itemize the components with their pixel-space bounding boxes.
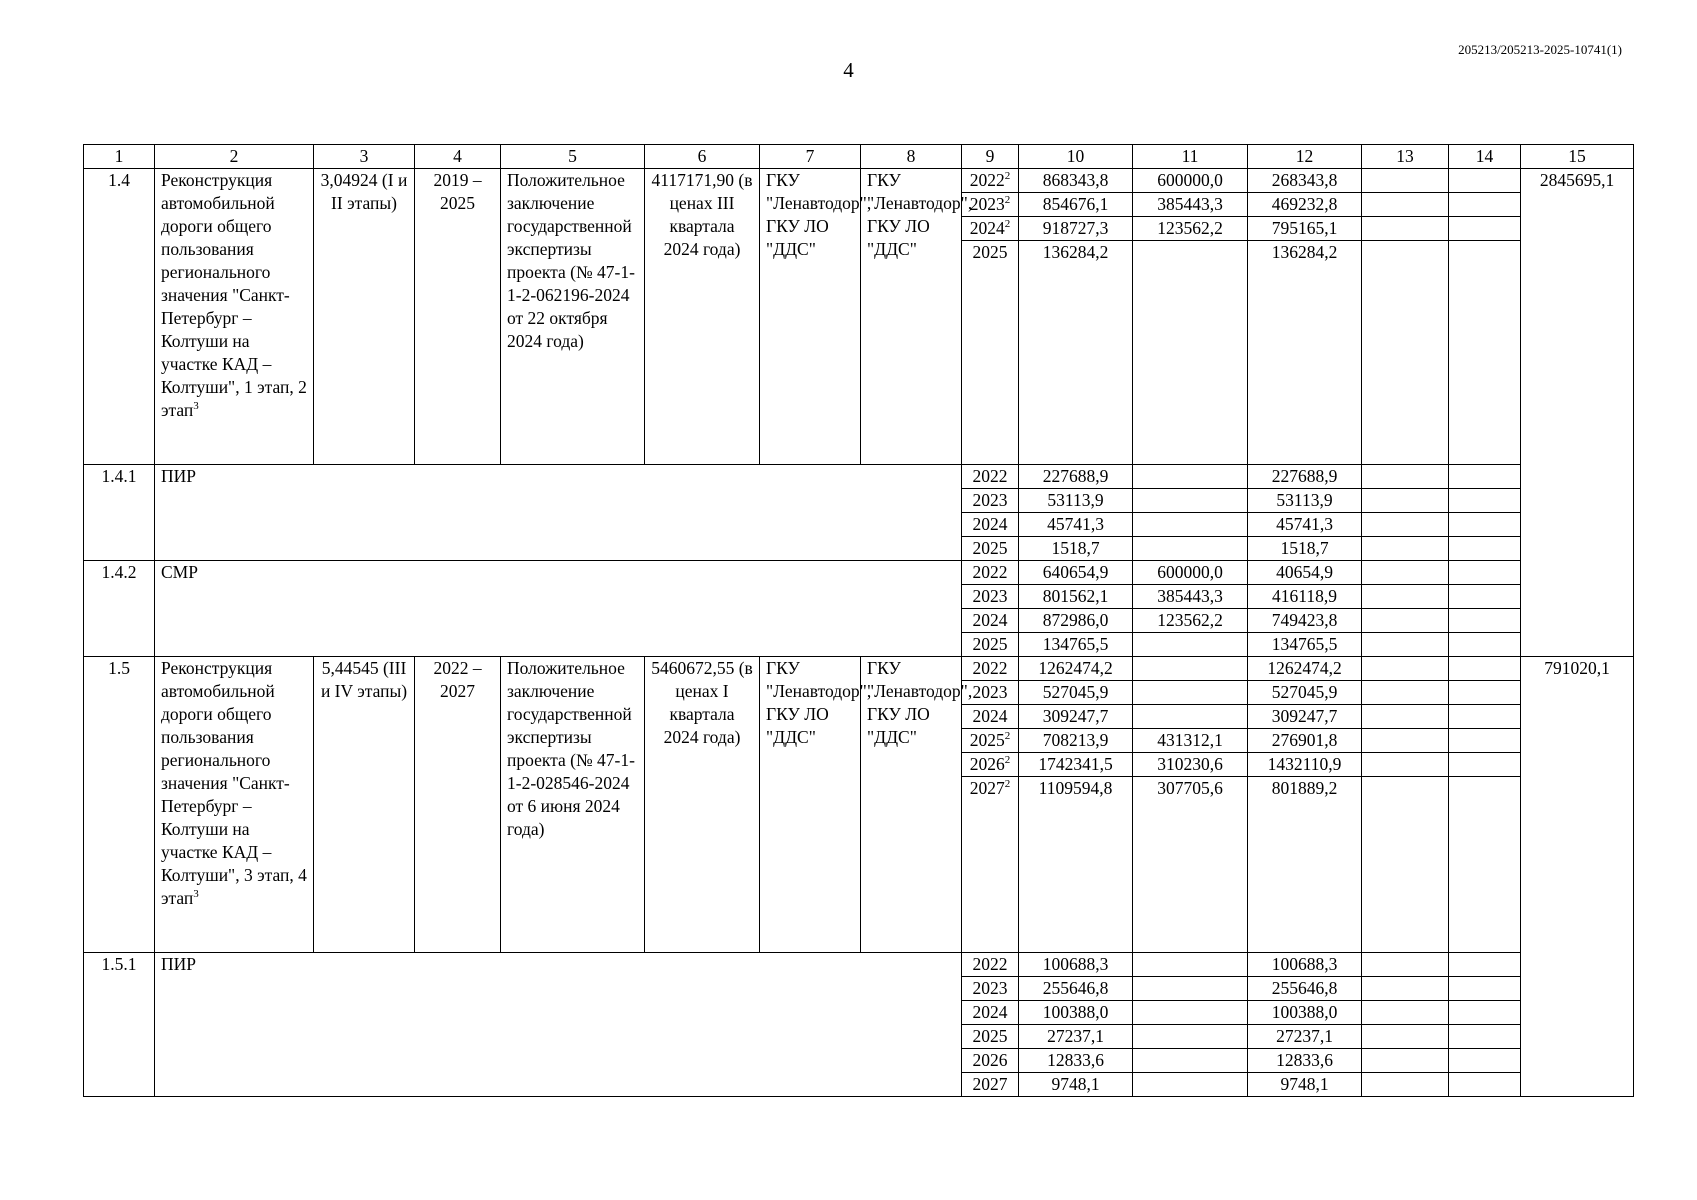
col11-cell: 385443,3 — [1133, 585, 1248, 609]
total-cell: 1109594,8 — [1019, 777, 1133, 953]
total-cell: 309247,7 — [1019, 705, 1133, 729]
total-cell: 53113,9 — [1019, 489, 1133, 513]
column-number: 11 — [1133, 145, 1248, 169]
item-code: 1.4 — [84, 169, 155, 465]
year-cell: 2023$^2$ — [962, 193, 1019, 217]
col11-cell: 385443,3 — [1133, 193, 1248, 217]
total-cell: 100388,0 — [1019, 1001, 1133, 1025]
total-cell: 100688,3 — [1019, 953, 1133, 977]
col13-cell — [1362, 1073, 1449, 1097]
col11-cell — [1133, 1073, 1248, 1097]
item-developer: ГКУ "Ленавтодор", ГКУ ЛО "ДДС" — [861, 169, 962, 465]
col13-cell — [1362, 1025, 1449, 1049]
total-cell: 868343,8 — [1019, 169, 1133, 193]
col11-cell — [1133, 633, 1248, 657]
col14-cell — [1449, 1001, 1521, 1025]
column-number: 8 — [861, 145, 962, 169]
col11-cell — [1133, 1049, 1248, 1073]
col12-cell: 53113,9 — [1248, 489, 1362, 513]
total-cell: 918727,3 — [1019, 217, 1133, 241]
total-cell: 9748,1 — [1019, 1073, 1133, 1097]
col11-cell — [1133, 681, 1248, 705]
table-row — [84, 169, 1634, 193]
total-cell: 227688,9 — [1019, 465, 1133, 489]
total-cell: 27237,1 — [1019, 1025, 1133, 1049]
subitem-name: ПИР — [155, 465, 962, 561]
column-number: 15 — [1521, 145, 1634, 169]
col12-cell: 276901,8 — [1248, 729, 1362, 753]
column-number: 7 — [760, 145, 861, 169]
col14-cell — [1449, 953, 1521, 977]
col12-cell: 795165,1 — [1248, 217, 1362, 241]
total-cell: 1742341,5 — [1019, 753, 1133, 777]
col11-cell — [1133, 537, 1248, 561]
col14-cell — [1449, 513, 1521, 537]
item-period: 2019 – 2025 — [415, 169, 501, 465]
year-cell: 2022 — [962, 657, 1019, 681]
col12-cell: 749423,8 — [1248, 609, 1362, 633]
col14-cell — [1449, 465, 1521, 489]
col14-cell — [1449, 657, 1521, 681]
column-number: 2 — [155, 145, 314, 169]
col12-cell: 100688,3 — [1248, 953, 1362, 977]
col13-cell — [1362, 633, 1449, 657]
col13-cell — [1362, 241, 1449, 465]
column-number: 6 — [645, 145, 760, 169]
item-expertise: Положительное заключение государственной экспертизы проекта (№ 47-1-1-2-028546-2024 от 6 июня 2024 года) — [501, 657, 645, 953]
total-cell: 12833,6 — [1019, 1049, 1133, 1073]
year-cell: 2026 — [962, 1049, 1019, 1073]
col13-cell — [1362, 537, 1449, 561]
total-cell: 527045,9 — [1019, 681, 1133, 705]
col13-cell — [1362, 193, 1449, 217]
col11-cell: 307705,6 — [1133, 777, 1248, 953]
item-developer: ГКУ "Ленавтодор", ГКУ ЛО "ДДС" — [861, 657, 962, 953]
col13-cell — [1362, 977, 1449, 1001]
year-cell: 2026$^2$ — [962, 753, 1019, 777]
col14-cell — [1449, 705, 1521, 729]
year-cell: 2024$^2$ — [962, 217, 1019, 241]
total-cell: 801562,1 — [1019, 585, 1133, 609]
col12-cell: 268343,8 — [1248, 169, 1362, 193]
col11-cell — [1133, 489, 1248, 513]
table-row — [84, 657, 1634, 681]
col13-cell — [1362, 1001, 1449, 1025]
col13-cell — [1362, 705, 1449, 729]
subitem-code: 1.4.1 — [84, 465, 155, 561]
total-cell: 45741,3 — [1019, 513, 1133, 537]
year-cell: 2025 — [962, 633, 1019, 657]
col11-cell — [1133, 705, 1248, 729]
col12-cell: 100388,0 — [1248, 1001, 1362, 1025]
col14-cell — [1449, 1073, 1521, 1097]
col11-cell — [1133, 1001, 1248, 1025]
total-cell: 708213,9 — [1019, 729, 1133, 753]
col14-cell — [1449, 169, 1521, 193]
col11-cell — [1133, 953, 1248, 977]
col11-cell: 310230,6 — [1133, 753, 1248, 777]
page-number: 4 — [843, 58, 854, 82]
item-code: 1.5 — [84, 657, 155, 953]
col14-cell — [1449, 561, 1521, 585]
col11-cell: 123562,2 — [1133, 609, 1248, 633]
year-cell: 2027 — [962, 1073, 1019, 1097]
year-cell: 2023 — [962, 489, 1019, 513]
col14-cell — [1449, 777, 1521, 953]
column-number: 9 — [962, 145, 1019, 169]
col14-cell — [1449, 217, 1521, 241]
total-cell: 136284,2 — [1019, 241, 1133, 465]
item-customer: ГКУ "Ленавтодор", ГКУ ЛО "ДДС" — [760, 657, 861, 953]
col13-cell — [1362, 169, 1449, 193]
col12-cell: 469232,8 — [1248, 193, 1362, 217]
col13-cell — [1362, 585, 1449, 609]
col14-cell — [1449, 609, 1521, 633]
col14-cell — [1449, 489, 1521, 513]
item-cost: 5460672,55 (в ценах I квартала 2024 года) — [645, 657, 760, 953]
col12-cell: 309247,7 — [1248, 705, 1362, 729]
col12-cell: 27237,1 — [1248, 1025, 1362, 1049]
col13-cell — [1362, 729, 1449, 753]
col12-cell: 255646,8 — [1248, 977, 1362, 1001]
item-length: 5,44545 (III и IV этапы) — [314, 657, 415, 953]
col12-cell: 801889,2 — [1248, 777, 1362, 953]
col12-cell: 1262474,2 — [1248, 657, 1362, 681]
year-cell: 2023 — [962, 585, 1019, 609]
col12-cell: 527045,9 — [1248, 681, 1362, 705]
item-period: 2022 – 2027 — [415, 657, 501, 953]
col14-cell — [1449, 729, 1521, 753]
col12-cell: 45741,3 — [1248, 513, 1362, 537]
col12-cell: 12833,6 — [1248, 1049, 1362, 1073]
col13-cell — [1362, 777, 1449, 953]
col14-cell — [1449, 585, 1521, 609]
col13-cell — [1362, 1049, 1449, 1073]
year-cell: 2022 — [962, 465, 1019, 489]
col12-cell: 136284,2 — [1248, 241, 1362, 465]
table-row — [84, 953, 1634, 977]
column-number: 13 — [1362, 145, 1449, 169]
year-cell: 2022 — [962, 953, 1019, 977]
col12-cell: 134765,5 — [1248, 633, 1362, 657]
col11-cell — [1133, 465, 1248, 489]
column-number-row — [84, 145, 1634, 169]
year-cell: 2025 — [962, 241, 1019, 465]
col14-cell — [1449, 537, 1521, 561]
year-cell: 2024 — [962, 513, 1019, 537]
item-customer: ГКУ "Ленавтодор", ГКУ ЛО "ДДС" — [760, 169, 861, 465]
document-id: 205213/205213-2025-10741(1) — [1458, 42, 1622, 57]
year-cell: 2024 — [962, 1001, 1019, 1025]
col12-cell: 416118,9 — [1248, 585, 1362, 609]
item-length: 3,04924 (I и II этапы) — [314, 169, 415, 465]
column-number: 5 — [501, 145, 645, 169]
subitem-name: ПИР — [155, 953, 962, 1097]
year-cell: 2024 — [962, 705, 1019, 729]
col11-cell — [1133, 657, 1248, 681]
column-number: 12 — [1248, 145, 1362, 169]
col11-cell: 600000,0 — [1133, 169, 1248, 193]
column-number: 1 — [84, 145, 155, 169]
col14-cell — [1449, 977, 1521, 1001]
total-cell: 1262474,2 — [1019, 657, 1133, 681]
table-row — [84, 465, 1634, 489]
total-cell: 1518,7 — [1019, 537, 1133, 561]
col14-cell — [1449, 1049, 1521, 1073]
investment-table — [83, 144, 1634, 1097]
item-col15: 2845695,1 — [1521, 169, 1634, 657]
col11-cell: 123562,2 — [1133, 217, 1248, 241]
subitem-code: 1.4.2 — [84, 561, 155, 657]
col13-cell — [1362, 489, 1449, 513]
year-cell: 2025 — [962, 537, 1019, 561]
year-cell: 2027$^2$ — [962, 777, 1019, 953]
col13-cell — [1362, 953, 1449, 977]
item-col15: 791020,1 — [1521, 657, 1634, 1097]
col12-cell: 40654,9 — [1248, 561, 1362, 585]
col14-cell — [1449, 681, 1521, 705]
col12-cell: 1518,7 — [1248, 537, 1362, 561]
year-cell: 2022 — [962, 561, 1019, 585]
col12-cell: 1432110,9 — [1248, 753, 1362, 777]
col12-cell: 9748,1 — [1248, 1073, 1362, 1097]
col14-cell — [1449, 193, 1521, 217]
item-expertise: Положительное заключение государственной экспертизы проекта (№ 47-1-1-2-062196-2024 от 22 октября 2024 года) — [501, 169, 645, 465]
subitem-name: СМР — [155, 561, 962, 657]
col13-cell — [1362, 217, 1449, 241]
subitem-code: 1.5.1 — [84, 953, 155, 1097]
item-name: Реконструкция автомобильной дороги общего пользования регионального значения "Санкт-Петербург – Колтуши на участке КАД – Колтуши", 1 этап, 2 этап$^3$ — [155, 169, 314, 465]
col14-cell — [1449, 1025, 1521, 1049]
col13-cell — [1362, 657, 1449, 681]
table-row — [84, 561, 1634, 585]
total-cell: 854676,1 — [1019, 193, 1133, 217]
col13-cell — [1362, 465, 1449, 489]
col11-cell — [1133, 513, 1248, 537]
year-cell: 2023 — [962, 977, 1019, 1001]
total-cell: 134765,5 — [1019, 633, 1133, 657]
year-cell: 2022$^2$ — [962, 169, 1019, 193]
column-number: 3 — [314, 145, 415, 169]
col13-cell — [1362, 513, 1449, 537]
year-cell: 2023 — [962, 681, 1019, 705]
col11-cell: 431312,1 — [1133, 729, 1248, 753]
column-number: 4 — [415, 145, 501, 169]
col11-cell — [1133, 1025, 1248, 1049]
col13-cell — [1362, 561, 1449, 585]
col12-cell: 227688,9 — [1248, 465, 1362, 489]
year-cell: 2025 — [962, 1025, 1019, 1049]
year-cell: 2025$^2$ — [962, 729, 1019, 753]
year-cell: 2024 — [962, 609, 1019, 633]
col13-cell — [1362, 609, 1449, 633]
item-cost: 4117171,90 (в ценах III квартала 2024 года) — [645, 169, 760, 465]
col14-cell — [1449, 633, 1521, 657]
col11-cell — [1133, 241, 1248, 465]
col11-cell — [1133, 977, 1248, 1001]
col13-cell — [1362, 681, 1449, 705]
col14-cell — [1449, 753, 1521, 777]
column-number: 14 — [1449, 145, 1521, 169]
total-cell: 640654,9 — [1019, 561, 1133, 585]
column-number: 10 — [1019, 145, 1133, 169]
item-name: Реконструкция автомобильной дороги общего пользования регионального значения "Санкт-Петербург – Колтуши на участке КАД – Колтуши", 3 этап, 4 этап$^3$ — [155, 657, 314, 953]
total-cell: 872986,0 — [1019, 609, 1133, 633]
col13-cell — [1362, 753, 1449, 777]
col14-cell — [1449, 241, 1521, 465]
total-cell: 255646,8 — [1019, 977, 1133, 1001]
col11-cell: 600000,0 — [1133, 561, 1248, 585]
